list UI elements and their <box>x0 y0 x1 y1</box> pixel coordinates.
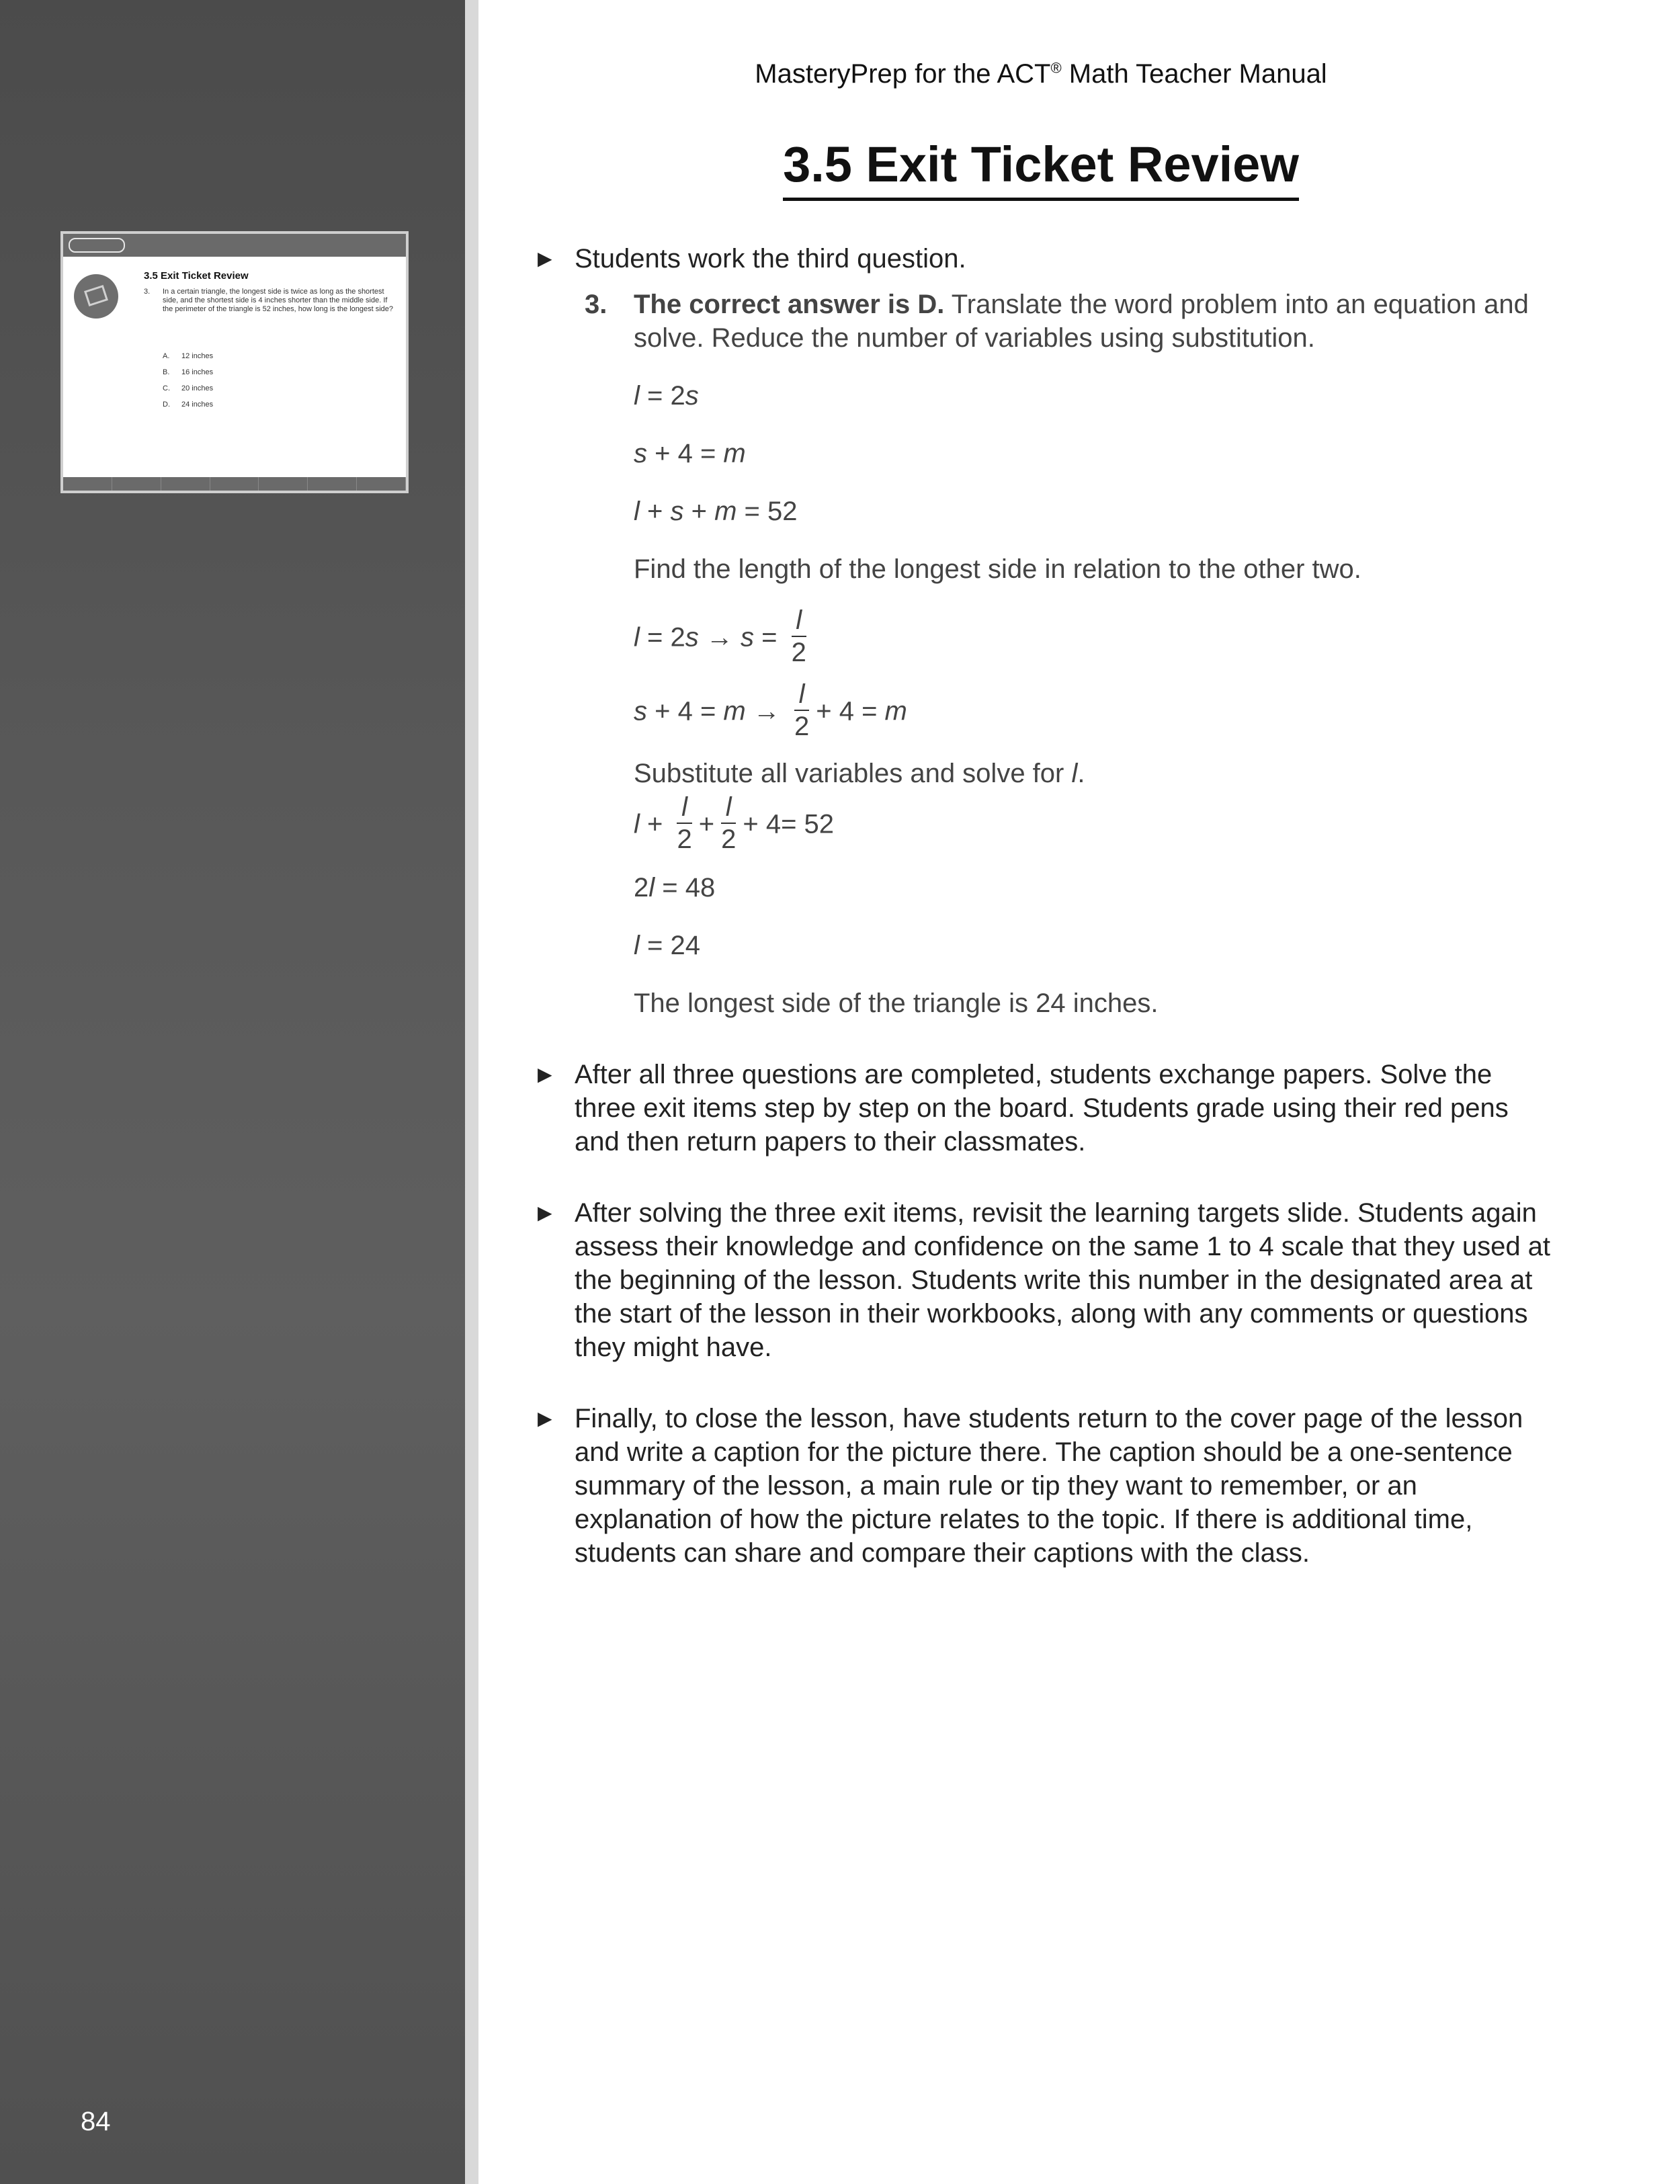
question-number: 3. <box>585 290 607 319</box>
bullet-item: ▶ Finally, to close the lesson, have students return to the cover page of the lesson and write a caption for the picture there. The caption should be a one-sentence summary of the lesson, a main rule or tip they want to remember, or an explanation of how the picture relates to the topic. If there is additional time, students can share and compare their captions with the class. <box>538 1402 1559 1570</box>
slide-progress-step <box>259 477 308 491</box>
slide-question <box>144 288 399 314</box>
slide-choice: B. 16 inches <box>163 368 214 376</box>
slide-progress-step <box>357 477 406 491</box>
equation-2: s + 4 = m <box>634 439 746 468</box>
slide-title: 3.5 Exit Ticket Review <box>144 270 249 282</box>
slide-progress-step <box>210 477 259 491</box>
sidebar-divider <box>465 0 478 2184</box>
slide-answer-choices <box>163 352 213 417</box>
running-header: MasteryPrep for the ACT® Math Teacher Manual <box>755 59 1327 89</box>
bullet-triangle-icon: ▶ <box>538 1408 552 1429</box>
answer-lead: The correct answer is D. <box>634 290 945 319</box>
fraction: $\frac{l}{2}$ <box>794 679 810 741</box>
slide-thumbnail <box>60 231 409 493</box>
bullet-triangle-icon: ▶ <box>538 1202 552 1223</box>
fraction: $\frac{l}{2}$ <box>791 605 806 667</box>
slide-progress-step <box>161 477 210 491</box>
fraction: $\frac{l}{2}$ <box>721 792 737 854</box>
bullet-triangle-icon: ▶ <box>538 248 552 269</box>
slide-choice: A. 12 inches <box>163 352 214 360</box>
bullet-triangle-icon: ▶ <box>538 1064 552 1085</box>
equation-4: l = 2s → s = $\frac{l}{2}$ <box>634 605 806 667</box>
equation-1: l = 2s <box>634 381 699 411</box>
solution-conclusion: The longest side of the triangle is 24 inches. <box>634 989 1159 1018</box>
bullet-item: ▶ Students work the third question. <box>538 242 1559 276</box>
masteryprep-logo-icon <box>69 238 125 253</box>
equation-8: l = 24 <box>634 931 700 960</box>
equation-7: 2l = 48 <box>634 873 716 902</box>
solution-intro: The correct answer is D. Translate the word problem into an equation and solve. Reduce the number of variables using substitution. <box>634 290 1529 353</box>
slide-progress-step <box>308 477 357 491</box>
slide-progress-step <box>112 477 161 491</box>
bullet-item: ▶ After all three questions are completed, students exchange papers. Solve the three exit items step by step on the board. Students grade using their red pens and then return papers to their classmates. <box>538 1058 1559 1159</box>
fraction: $\frac{l}{2}$ <box>677 792 692 854</box>
slide-progress-bar <box>63 477 406 491</box>
find-instruction: Find the length of the longest side in relation to the other two. <box>634 554 1361 584</box>
slide-choice: C. 20 inches <box>163 384 214 392</box>
ticket-badge-icon <box>74 274 118 319</box>
slide-progress-step <box>63 477 112 491</box>
slide-question-text: In a certain triangle, the longest side is twice as long as the shortest side, and the shortest side is 4 inches shorter than the middle side. If the perimeter of the triangle is 52 inches, how long is the longest side? <box>163 288 394 313</box>
equation-3: l + s + m = 52 <box>634 497 798 526</box>
slide-top-bar <box>63 234 406 257</box>
slide-choice: D. 24 inches <box>163 401 214 409</box>
equation-6: l + $\frac{l}{2}$ + $\frac{l}{2}$ + 4= 52 <box>634 792 835 854</box>
page-number: 84 <box>81 2107 111 2136</box>
slide-question-number: 3. <box>144 288 151 296</box>
equation-5: s + 4 = m → $\frac{l}{2}$ + 4 = m <box>634 679 907 741</box>
substitute-instruction: Substitute all variables and solve for l. <box>634 759 1085 788</box>
page-title: 3.5 Exit Ticket Review <box>478 134 1603 201</box>
bullet-item: ▶ After solving the three exit items, revisit the learning targets slide. Students again assess their knowledge and confidence on the same 1 to 4 scale that they used at the beginning of the lesson. Students write this number in the designated area at the start of the lesson in their workbooks, along with any comments or questions they might have. <box>538 1196 1559 1364</box>
